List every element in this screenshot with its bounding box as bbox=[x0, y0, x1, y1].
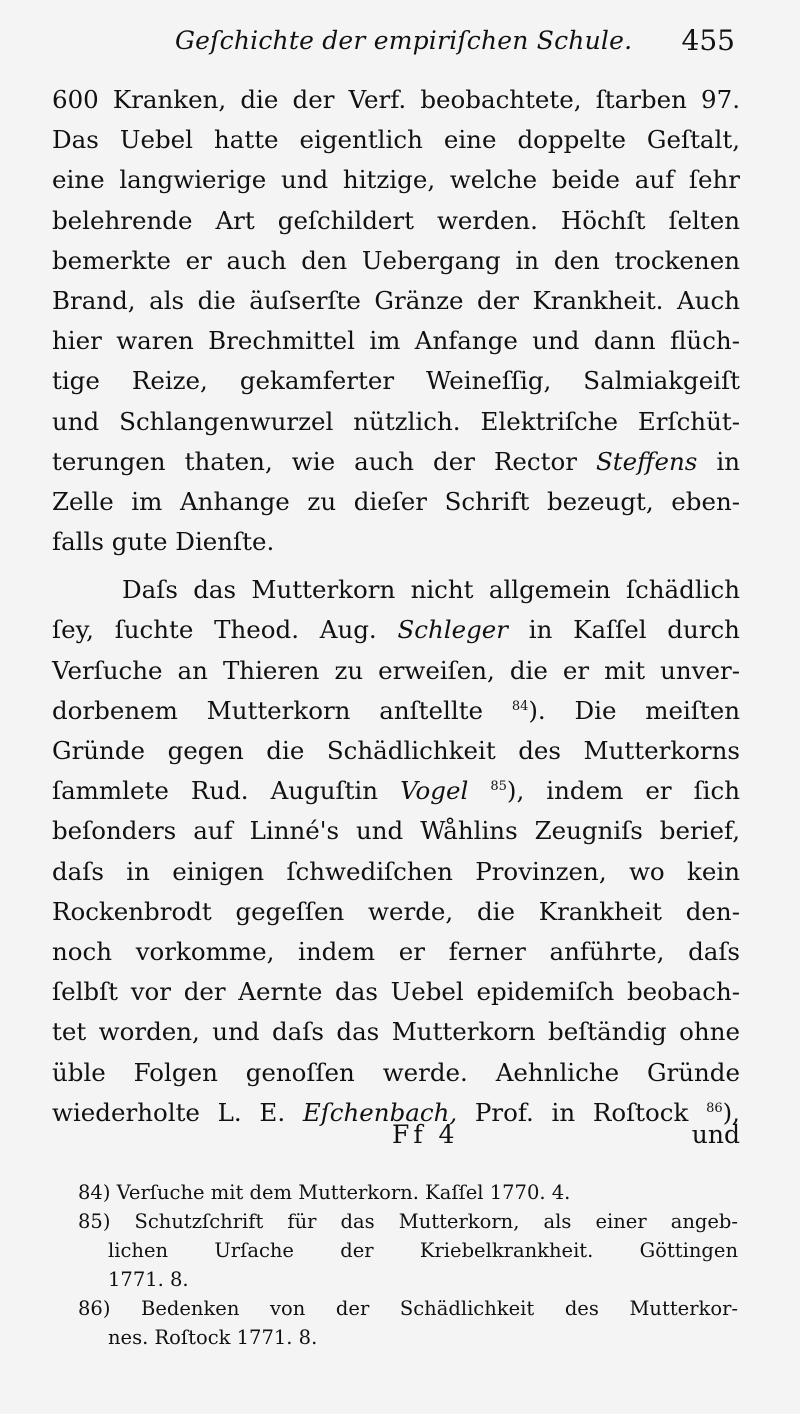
footnote-86: 86) Bedenken von der Schädlichkeit des Mutterkor- bbox=[78, 1297, 738, 1320]
body-text bbox=[52, 80, 740, 1133]
text-line bbox=[52, 691, 740, 731]
text-line: üble Folgen genoſſen werde. Aehnliche Gründe bbox=[52, 1057, 740, 1087]
text-span: ſammlete Rud. Auguſtin bbox=[52, 776, 379, 806]
text-line bbox=[52, 610, 740, 650]
text-line: tet worden, und daſs das Mutterkorn beſtändig ohne bbox=[52, 1017, 740, 1047]
footnote-86-continuation: nes. Roſtock 1771. 8. bbox=[108, 1326, 318, 1349]
text-line: beſonders auf Linné's und Wåhlins Zeugniſs berief, bbox=[52, 816, 740, 846]
page-number: 455 bbox=[681, 24, 735, 57]
text-span: Vogel $^{85}$), indem er ſich bbox=[400, 776, 740, 806]
text-span: in bbox=[716, 446, 741, 476]
footnote-84: 84) Verſuche mit dem Mutterkorn. Kaſſel 1770. 4. bbox=[78, 1181, 571, 1204]
footnote-ref-84[interactable]: 84 bbox=[511, 698, 529, 714]
footnote-ref-86[interactable]: 86 bbox=[706, 1100, 723, 1116]
text-line: bemerkte er auch den Uebergang in den trockenen bbox=[52, 245, 740, 275]
paragraph-2 bbox=[52, 570, 740, 1133]
text-span: ſey, ſuchte Theod. Aug. bbox=[52, 615, 377, 645]
text-line: hier waren Brechmittel im Anfange und dann flüch- bbox=[52, 326, 740, 356]
text-line: und Schlangenwurzel nützlich. Elektriſche Erſchüt- bbox=[52, 406, 740, 436]
person-name-steffens: Steffens bbox=[596, 446, 698, 476]
text-line: Verſuche an Thieren zu erweiſen, die er mit unver- bbox=[52, 655, 740, 685]
text-line: eine langwierige und hitzige, welche beide auf ſehr bbox=[52, 165, 740, 195]
person-name-eschenbach: Eſchenbach, bbox=[302, 1097, 458, 1127]
text-line: falls gute Dienſte. bbox=[52, 527, 275, 557]
text-line: ſelbſt vor der Aernte das Uebel epidemiſch beobach- bbox=[52, 977, 740, 1007]
text-line bbox=[52, 771, 740, 811]
text-line: daſs in einigen ſchwediſchen Provinzen, wo kein bbox=[52, 856, 740, 886]
running-header bbox=[175, 24, 740, 64]
paragraph-1 bbox=[52, 80, 740, 562]
text-line: noch vorkomme, indem er ferner anführte, daſs bbox=[52, 936, 740, 966]
text-line: Zelle im Anhange zu dieſer Schrift bezeugt, eben- bbox=[52, 486, 740, 516]
text-line: 600 Kranken, die der Verf. beobachtete, ſtarben 97. bbox=[52, 85, 740, 114]
text-span: dorbenem Mutterkorn anſtellte $^{84}$). Die meiſten bbox=[52, 695, 740, 725]
footnotes bbox=[78, 1178, 738, 1352]
text-line: belehrende Art geſchildert werden. Höchſt ſelten bbox=[52, 205, 740, 235]
person-name-vogel: Vogel bbox=[400, 776, 469, 806]
text-line bbox=[52, 442, 740, 482]
text-span: terungen thaten, wie auch der Rector bbox=[52, 446, 577, 476]
footnote-85: 85) Schutzſchrift für das Mutterkorn, als einer angeb- bbox=[78, 1210, 738, 1233]
signature-mark: Ff 4 bbox=[392, 1120, 459, 1149]
text-span: wiederholte L. E. bbox=[52, 1097, 286, 1127]
text-line: Daſs das Mutterkorn nicht allgemein ſchädlich bbox=[122, 575, 740, 605]
footnote-85-continuation: lichen Urſache der Kriebelkrankheit. Göttingen bbox=[108, 1239, 738, 1262]
text-line: Brand, als die äuſserſte Gränze der Krankheit. Auch bbox=[52, 285, 740, 315]
text-line: Gründe gegen die Schädlichkeit des Mutterkorns bbox=[52, 736, 740, 765]
footnote-ref-85[interactable]: 85 bbox=[490, 779, 507, 795]
text-span: Prof. in Roſtock $^{86}$), bbox=[474, 1097, 740, 1127]
running-title: Geſchichte der empiriſchen Schule. bbox=[175, 26, 633, 55]
text-line: Das Uebel hatte eigentlich eine doppelte Geſtalt, bbox=[52, 125, 740, 155]
text-line: tige Reize, gekamferter Weineſſig, Salmiakgeiſt bbox=[52, 366, 740, 396]
text-span: in Kaſſel durch bbox=[528, 615, 740, 645]
catchline bbox=[52, 1116, 740, 1156]
footnote-85-continuation: 1771. 8. bbox=[108, 1268, 189, 1291]
person-name-schleger: Schleger bbox=[397, 615, 508, 645]
catchword: und bbox=[691, 1120, 740, 1149]
text-line: Rockenbrodt gegeſſen werde, die Krankheit den- bbox=[52, 896, 740, 926]
